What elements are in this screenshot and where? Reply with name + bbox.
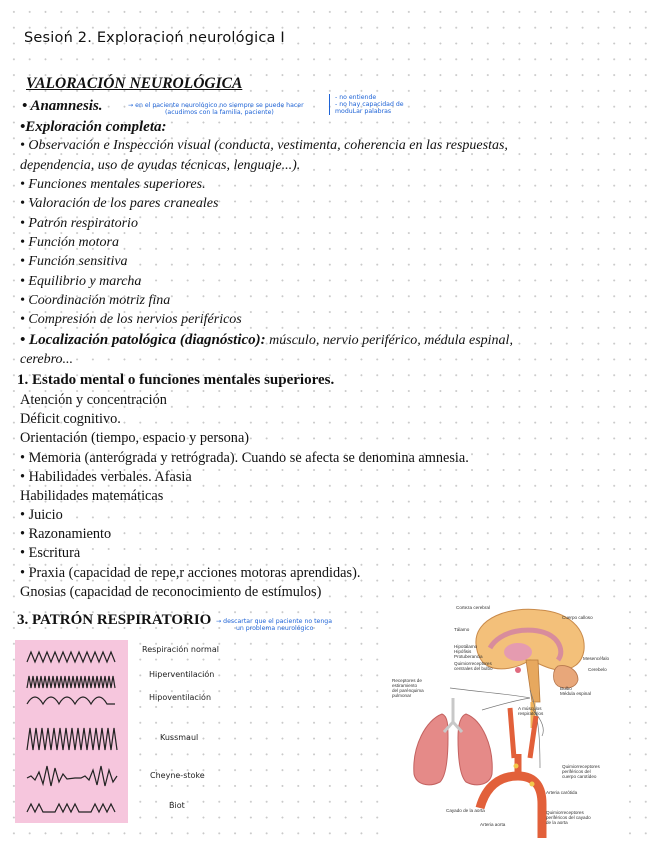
waveform-normal [27, 652, 115, 662]
section1-title: 1. Estado mental o funciones mentales superiores. [17, 372, 335, 388]
brace-note-2: - no hay capacidad de [335, 101, 404, 108]
diagram-label: de la aorta [546, 820, 568, 825]
localizacion-label: • Localización patológica (diagnóstico): [20, 332, 266, 348]
diagram-label: Corteza cerebral [456, 605, 490, 610]
diagram-label: Tálamo [454, 627, 470, 632]
section3-note [216, 618, 332, 632]
section1-line: • Habilidades verbales. Afasia [20, 469, 192, 485]
diagram-label: Arteria carótida [546, 790, 578, 795]
localizacion-line2: cerebro... [20, 352, 73, 367]
diagram-label: Cerebelo [588, 667, 607, 672]
diagram-label: Médula espinal [560, 691, 591, 696]
section3-note-line2: un problema neurológico [236, 625, 314, 632]
section1-line: Déficit cognitivo. [20, 411, 121, 427]
exploracion-item: • Función motora [20, 235, 120, 250]
brace-line [329, 94, 334, 115]
diagram-label: Protuberancia [454, 654, 483, 659]
pattern-label: Hipoventilación [149, 693, 212, 702]
section1-line: • Juicio [20, 507, 63, 523]
diagram-label: Bulbo [560, 686, 572, 691]
section3-title: 3. PATRÓN RESPIRATORIO [17, 612, 212, 628]
section1-line: • Razonamiento [20, 526, 112, 542]
pattern-label: Cheyne-stoke [150, 771, 205, 780]
exploracion-item: • Coordinación motriz fina [20, 293, 171, 308]
diagram-label: cuerpo carotídeo [562, 774, 597, 779]
diagram-label: Receptores de [392, 678, 422, 683]
exploracion-item: • Funciones mentales superiores. [20, 177, 206, 192]
breathing-pattern-panel [15, 640, 128, 823]
pattern-label: Kussmaul [160, 733, 199, 742]
diagram-label: periféricos del [562, 769, 591, 774]
waveform-biot [27, 804, 115, 812]
diagram-label: Hipófisis [454, 649, 472, 654]
brace-note-3: moduLar palabras [335, 108, 392, 115]
exploracion-item: • Patrón respiratorio [20, 216, 138, 231]
localizacion-rest: músculo, nervio periférico, médula espinal, [265, 333, 513, 348]
anamnesis-note [128, 102, 304, 116]
anamnesis-item: • Anamnesis. [22, 98, 103, 114]
section1-line: Orientación (tiempo, espacio y persona) [20, 430, 250, 446]
localizacion-line [20, 332, 513, 349]
waveform-kussmaul [27, 728, 117, 750]
exploracion-item: • Equilibrio y marcha [20, 274, 142, 289]
anamnesis-label: Anamnesis. [30, 98, 103, 114]
section1-line: • Praxia (capacidad de repe,r acciones motoras aprendidas). [20, 565, 361, 581]
pattern-label: Biot [169, 801, 185, 810]
diagram-label: Cayado de la aorta [446, 808, 485, 813]
exploracion-item: • Valoración de los pares craneales [20, 196, 219, 211]
diagram-label: Mesencéfalo [583, 656, 610, 661]
diagram-label: Quimiorreceptores [546, 810, 584, 815]
diagram-label: Hipotálamo [454, 644, 478, 649]
exploracion-line2: dependencia, uso de ayudas técnicas, lenguaje...). [20, 158, 301, 173]
page-title: Sesioń 2. Exploracioń neurológica I [24, 30, 285, 46]
diagram-label: respiratorios [518, 711, 544, 716]
pattern-label: Hiperventilación [149, 670, 215, 679]
diagram-label: Arteria aorta [480, 822, 506, 827]
anamnesis-note-line2: (acudimos con la familia, paciente) [165, 109, 274, 116]
section3-note-line1: → descartar que el paciente no tenga [216, 618, 333, 625]
diagram-label: Quimiorreceptores [454, 661, 492, 666]
exploracion-item: • Función sensitiva [20, 254, 128, 269]
diagram-label: periféricos del cayado [546, 815, 591, 820]
diagram-label: estiramiento [392, 683, 418, 688]
anatomy-illustration [390, 598, 620, 840]
section1-line: Gnosias (capacidad de reconocimiento de estímulos) [20, 584, 322, 600]
diagram-label: Quimiorreceptores [562, 764, 600, 769]
section-heading: VALORACIÓN NEUROLÓGICA [26, 75, 243, 92]
waveform-cheyne-stokes [27, 766, 117, 786]
diagram-label: centrales del bulbo [454, 666, 493, 671]
diagram-label: Cuerpo calloso [562, 615, 593, 620]
diagram-label: pulmonar [392, 693, 412, 698]
waveform-hypoventilation [27, 697, 115, 704]
pattern-label: Respiración normal [142, 645, 219, 654]
respiratory-control-diagram [390, 598, 620, 840]
waveform-hyperventilation [27, 676, 115, 688]
section1-line: Habilidades matemáticas [20, 488, 164, 504]
exploracion-item: • Compresión de los nervios periféricos [20, 312, 242, 327]
anamnesis-note-line1: → en el paciente neurológico no siempre se puede hacer [128, 102, 304, 109]
exploracion-line1: • Observación e Inspección visual (conducta, vestimenta, coherencia en las respuestas, [20, 138, 508, 153]
section1-line: Atención y concentración [20, 392, 167, 408]
anamnesis-brace-notes [335, 94, 404, 115]
brace-note-1: - no entiende [335, 94, 377, 101]
breathing-waveforms [15, 640, 128, 823]
diagram-label: del parénquima [392, 688, 424, 693]
diagram-label: A músculos [518, 706, 542, 711]
exploracion-label: •Exploración completa: [20, 119, 167, 135]
section1-line: • Escritura [20, 545, 81, 561]
section1-line: • Memoria (anterógrada y retrógrada). Cuando se afecta se denomina amnesia. [20, 450, 469, 466]
